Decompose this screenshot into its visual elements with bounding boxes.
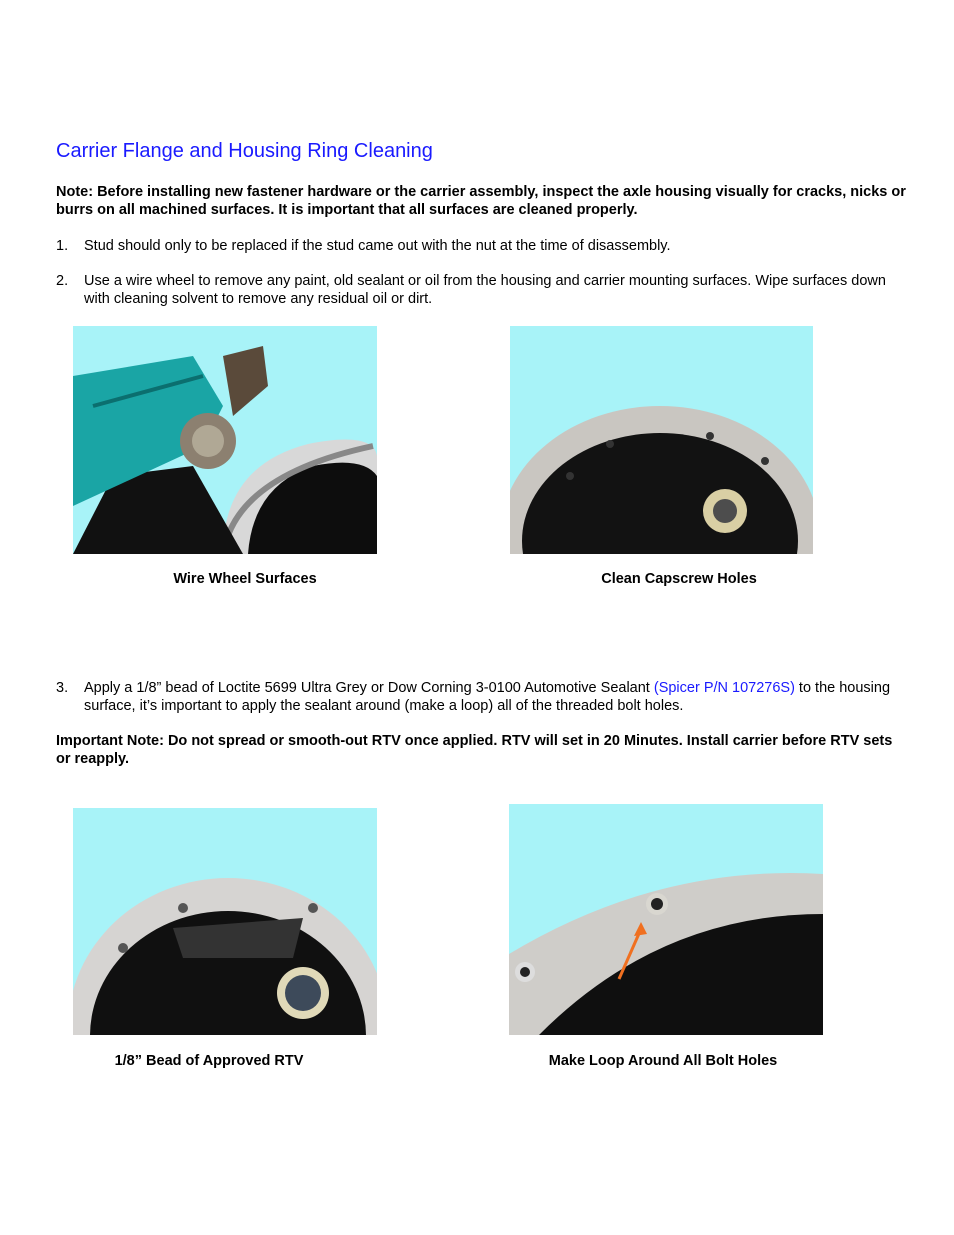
step-1 [56, 237, 906, 255]
capscrew-holes-photo [510, 326, 813, 554]
step-text: Stud should only to be replaced if the stud came out with the nut at the time of disassembly. [84, 238, 671, 254]
part-number-link[interactable]: (Spicer P/N 107276S) [653, 680, 795, 696]
bolt-hole-loop-photo [509, 804, 823, 1035]
step-number: 3. [56, 680, 69, 696]
step-number: 2. [56, 273, 69, 289]
page-title: Carrier Flange and Housing Ring Cleaning [56, 140, 433, 162]
rtv-bead-photo [73, 808, 377, 1035]
rtv-important-note: Important Note: Do not spread or smooth-out RTV once applied. RTV will set in 20 Minutes. Install carrier before RTV sets or reapply. [56, 733, 893, 767]
step-text: Apply a 1/8” bead of Loctite 5699 Ultra Grey or Dow Corning 3-0100 Automotive Sealant (Spicer P/N 107276S) to the housing surface, it’s important to apply the sealant around (make a loop) all of the threaded bolt holes. [84, 680, 891, 714]
step-text: Use a wire wheel to remove any paint, old sealant or oil from the housing and carrier mounting surfaces. Wipe surfaces down with cleaning solvent to remove any residual oil or dirt. [84, 273, 886, 307]
step-3 [56, 679, 906, 715]
caption-capscrew: Clean Capscrew Holes [601, 571, 757, 587]
step-number: 1. [56, 238, 69, 254]
caption-bolt-loop: Make Loop Around All Bolt Holes [548, 1053, 778, 1069]
wire-wheel-photo [73, 326, 377, 554]
inspection-note: Note: Before installing new fastener hardware or the carrier assembly, inspect the axle housing visually for cracks, nicks or burrs on all machined surfaces. It is important that all surfaces are cleaned properly. [56, 184, 906, 218]
caption-rtv-bead: 1/8” Bead of Approved RTV [114, 1053, 304, 1069]
step-2 [56, 272, 906, 308]
caption-wire-wheel: Wire Wheel Surfaces [173, 571, 317, 587]
